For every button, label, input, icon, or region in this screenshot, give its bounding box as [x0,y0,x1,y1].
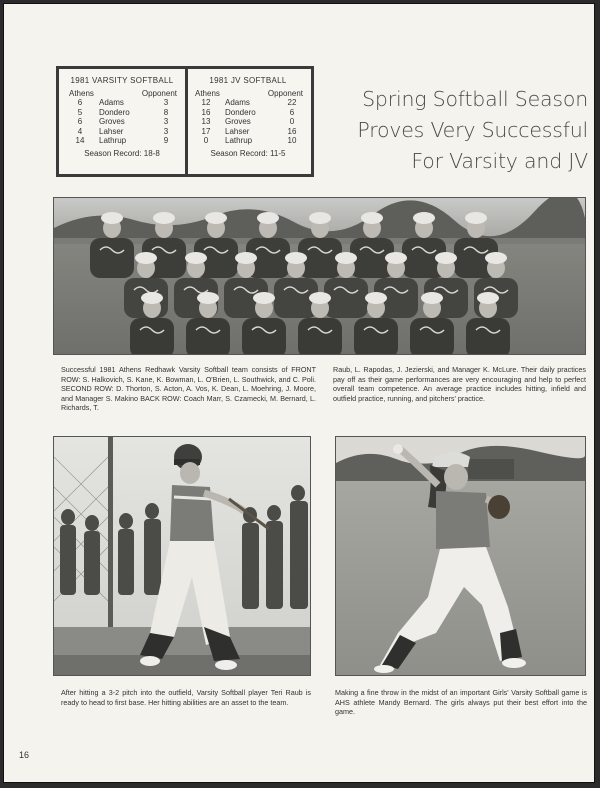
jv-title: 1981 JV SOFTBALL [209,76,287,85]
score-row: 13 Groves 0 [201,117,295,127]
pitcher-caption: Making a fine throw in the midst of an important Girls' Varsity Softball game is AHS athlete Mandy Bernard. The girls always put their best effort into the game. [335,688,587,717]
score-row: 12 Adams 22 [201,98,297,107]
jv-home-header: Athens [195,89,220,98]
score-row: 0 Lathrup 10 [203,136,297,146]
jv-opponent-header: Opponent [267,89,303,98]
season-scores-box [56,66,314,177]
score-row: 6 Groves 3 [77,117,169,127]
team-caption-left: Successful 1981 Athens Redhawk Varsity Softball team consists of FRONT ROW: S. Halkovich, S. Kane, K. Bowman, L. O'Brien, L. Southwick, and C. Poli. SECOND ROW: D. Thorton, S. Acton, A. Vos, K. Dean, L. Moehring, J. Moore, and Manager S. Makino BACK ROW: Coach Marr, S. Czamecki, M. Bernard, L. Richards, T. [61,365,316,413]
team-photo [53,197,586,355]
varsity-opponent-header: Opponent [141,89,177,98]
score-row: 16 Dondero 6 [201,107,295,117]
batter-photo [53,436,311,676]
jv-scores [185,69,311,174]
score-row: 5 Dondero 8 [77,107,169,117]
headline-line: For Varsity and JV [411,149,588,173]
pitcher-photo [335,436,586,676]
varsity-record: Season Record: 18-8 [84,148,160,158]
yearbook-page [3,3,595,783]
score-row: 14 Lathrup 9 [75,136,169,146]
score-row: 6 Adams 3 [77,98,169,107]
jv-record: Season Record: 11-5 [210,148,286,158]
score-row: 17 Lahser 16 [201,126,297,136]
headline-line: Proves Very Successful [357,118,588,142]
headline-line: Spring Softball Season [362,87,588,111]
team-caption-right: Raub, L. Rapodas, J. Jezierski, and Manager K. McLure. Their daily practices pay off as their game performances are very encouraging and help to perfect overall team competence. An average practice includes hitting, infield and outfield practice, running, and pitchers' practice. [333,365,586,403]
batter-caption: After hitting a 3-2 pitch into the outfield, Varsity Softball player Teri Raub is ready to head to first base. Her hitting abilities are an asset to the team. [61,688,311,707]
varsity-scores [59,69,188,174]
page-headline [322,84,588,177]
varsity-home-header: Athens [69,89,94,98]
score-row: 4 Lahser 3 [77,126,169,136]
varsity-title: 1981 VARSITY SOFTBALL [70,76,174,85]
page-number: 16 [19,750,30,760]
